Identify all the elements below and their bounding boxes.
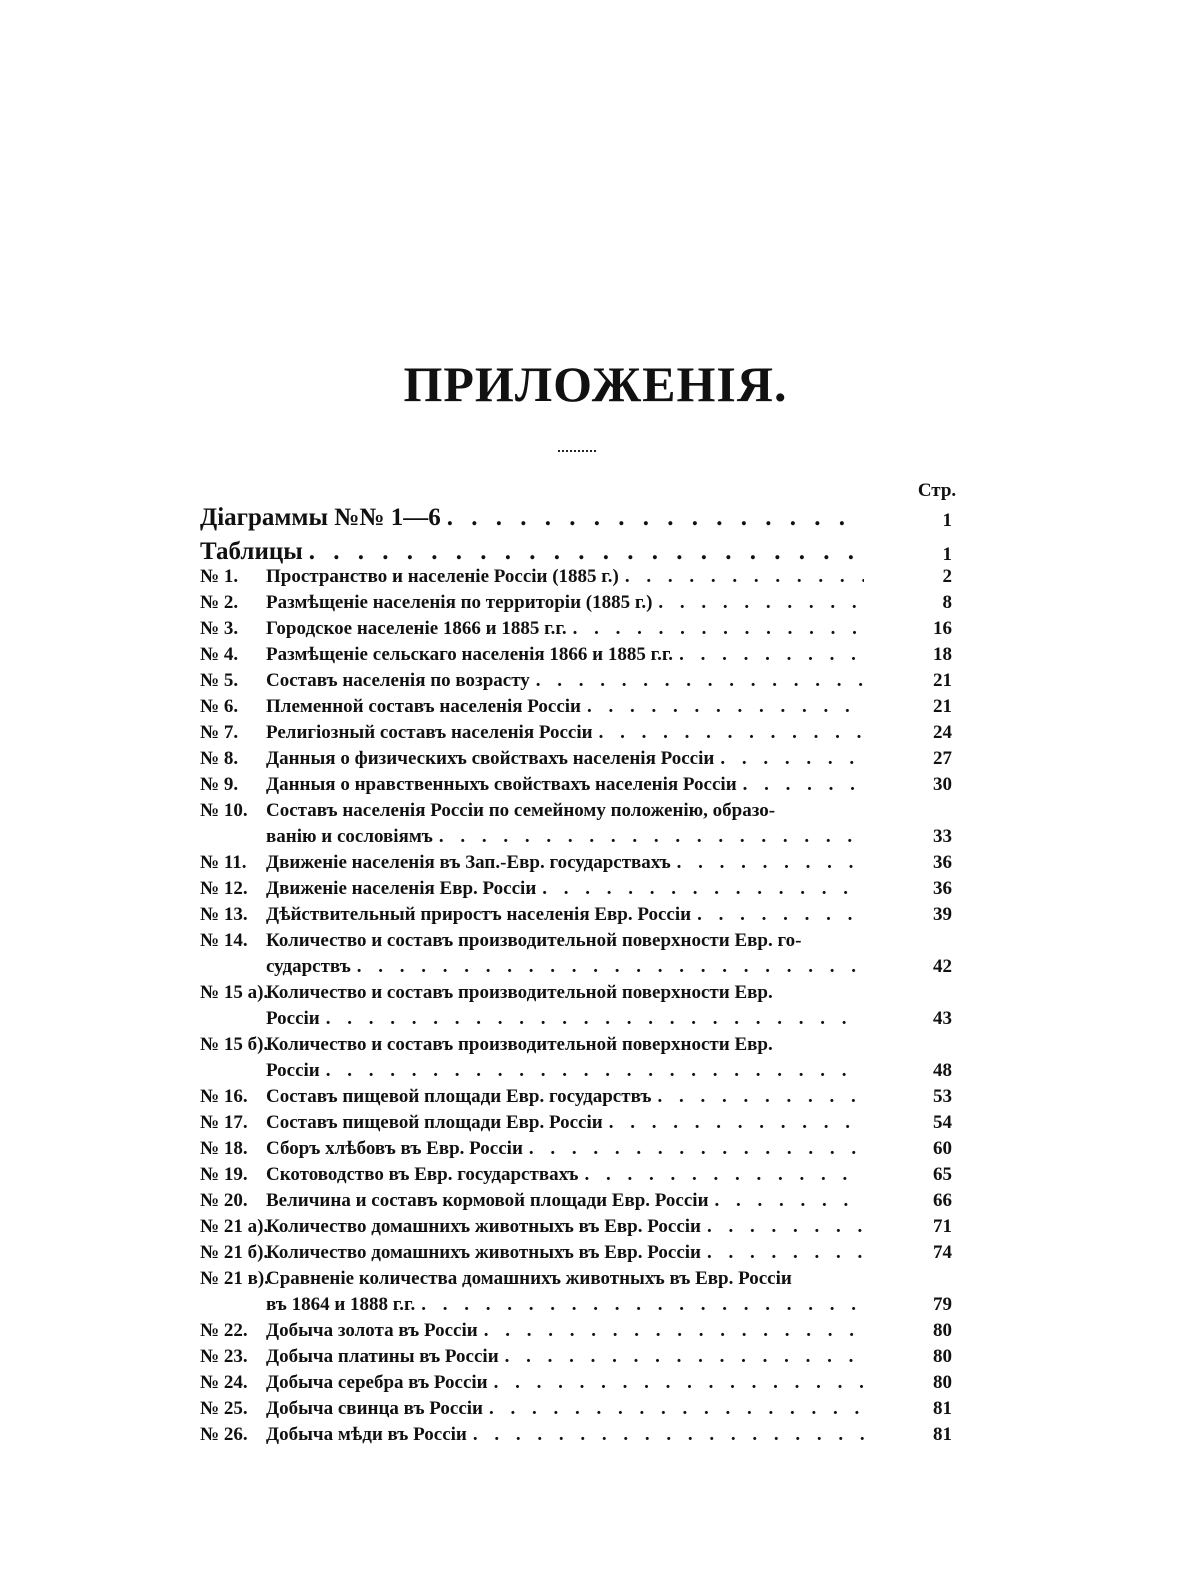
toc-page-number: 43: [933, 1008, 952, 1029]
toc-page-number: 42: [933, 956, 952, 977]
dot-leader: [697, 904, 864, 926]
toc-entry-line: [266, 956, 870, 978]
toc-entry-number: № 17.: [200, 1112, 248, 1133]
dot-leader: [657, 1086, 864, 1108]
toc-entry-title: Количество домашнихъ животныхъ въ Евр. Россіи: [266, 1242, 701, 1263]
dot-leader: [599, 722, 864, 744]
toc-entry-number: № 11.: [200, 852, 247, 873]
dot-leader: [542, 878, 864, 900]
toc-entry-number: № 22.: [200, 1320, 248, 1341]
toc-entry-title: Количество и составъ производительной поверхности Евр.: [266, 982, 773, 1003]
toc-entry-number: № 13.: [200, 904, 248, 925]
toc-entry-number: № 5.: [200, 670, 239, 691]
toc-page-number: 79: [933, 1294, 952, 1315]
toc-entry-line: [266, 826, 870, 848]
toc-entry-line: [200, 1112, 870, 1134]
toc-page-number: 24: [933, 722, 952, 743]
toc-entry-number: № 15 а).: [200, 982, 269, 1003]
toc-page-number: 74: [933, 1242, 952, 1263]
toc-page-number: 66: [933, 1190, 952, 1211]
toc-entry-title: Добыча мѣди въ Россіи: [266, 1424, 467, 1445]
toc-page-number: 71: [933, 1216, 952, 1237]
toc-page-number: 30: [933, 774, 952, 795]
toc-entry-number: № 6.: [200, 696, 239, 717]
toc-entry-line: [200, 1034, 870, 1056]
dot-leader: [489, 1398, 864, 1420]
toc-entry-title: Составъ пищевой площади Евр. Россіи: [266, 1112, 603, 1133]
toc-entry-title: Россіи: [266, 1060, 320, 1081]
toc-entry-title: Добыча серебра въ Россіи: [266, 1372, 488, 1393]
toc-entry-title: въ 1864 и 1888 г.г.: [266, 1294, 416, 1315]
toc-page-number: 60: [933, 1138, 952, 1159]
toc-page-number: 54: [933, 1112, 952, 1133]
toc-entry-title: Данныя о физическихъ свойствахъ населенія Россіи: [266, 748, 715, 769]
dot-leader: [473, 1424, 864, 1446]
toc-entry-line: [200, 1216, 870, 1238]
toc-entry-title: Размѣщеніе сельскаго населенія 1866 и 1885 г.г.: [266, 644, 674, 665]
toc-entry-title: Количество и составъ производительной поверхности Евр. го-: [266, 930, 802, 951]
toc-entry-line: [200, 504, 870, 532]
toc-entry-line: [200, 592, 870, 614]
toc-page-number: 48: [933, 1060, 952, 1081]
toc-entry-line: [200, 644, 870, 666]
toc-entry-title: Сборъ хлѣбовъ въ Евр. Россіи: [266, 1138, 523, 1159]
toc-entry-number: № 15 б).: [200, 1034, 269, 1055]
toc-page-number: 2: [942, 566, 952, 587]
dot-leader: [536, 670, 864, 692]
toc-entry-label: Таблицы: [200, 538, 303, 565]
toc-entry-line: [266, 1294, 870, 1316]
toc-entry-number: № 20.: [200, 1190, 248, 1211]
toc-entry-title: Количество домашнихъ животныхъ въ Евр. Россіи: [266, 1216, 701, 1237]
toc-entry-line: [200, 618, 870, 640]
toc-entry-line: [200, 1346, 870, 1368]
toc-entry-title: Религіозный составъ населенія Россіи: [266, 722, 593, 743]
toc-page-number: 8: [942, 592, 952, 613]
toc-entry-title: Добыча свинца въ Россіи: [266, 1398, 483, 1419]
toc-entry-line: [200, 1138, 870, 1160]
toc-entry-number: № 25.: [200, 1398, 248, 1419]
toc-entry-line: [200, 566, 870, 588]
toc-entry-title: Добыча золота въ Россіи: [266, 1320, 478, 1341]
dot-leader: [573, 618, 864, 640]
dot-leader: [309, 538, 864, 566]
toc-page-number: 18: [933, 644, 952, 665]
toc-entry-number: № 12.: [200, 878, 248, 899]
dot-leader: [494, 1372, 864, 1394]
toc-page-number: 80: [933, 1372, 952, 1393]
toc-entry-line: [200, 1164, 870, 1186]
toc-entry-line: [200, 878, 870, 900]
toc-entry-title: Добыча платины въ Россіи: [266, 1346, 499, 1367]
toc-entry-label: Діаграммы №№ 1—6: [200, 504, 441, 531]
dot-leader: [658, 592, 864, 614]
dot-leader: [584, 1164, 864, 1186]
toc-entry-number: № 24.: [200, 1372, 248, 1393]
toc-entry-line: [200, 1372, 870, 1394]
toc-entry-number: № 10.: [200, 800, 248, 821]
toc-entry-number: № 21 б).: [200, 1242, 269, 1263]
toc-entry-number: № 4.: [200, 644, 239, 665]
toc-page-number: 80: [933, 1346, 952, 1367]
dot-leader: [625, 566, 864, 588]
dot-leader: [679, 644, 864, 666]
toc-entry-number: № 1.: [200, 566, 239, 587]
dot-leader: [326, 1008, 864, 1030]
toc-entry-number: № 26.: [200, 1424, 248, 1445]
toc-entry-line: [200, 722, 870, 744]
toc-entry-title: Дѣйствительный приростъ населенія Евр. Россіи: [266, 904, 692, 925]
toc-page-number: 39: [933, 904, 952, 925]
toc-entry-line: [200, 800, 870, 822]
toc-entry-line: [200, 1242, 870, 1264]
toc-entry-number: № 19.: [200, 1164, 248, 1185]
toc-entry-title: Размѣщеніе населенія по территоріи (1885 г.): [266, 592, 653, 613]
toc-entry-number: № 3.: [200, 618, 239, 639]
toc-entry-line: [200, 538, 870, 566]
toc-entry-line: [200, 1268, 870, 1290]
toc-entry-line: [200, 982, 870, 1004]
toc-entry-title: Скотоводство въ Евр. государствахъ: [266, 1164, 579, 1185]
dot-leader: [326, 1060, 864, 1082]
toc-entry-line: [200, 1086, 870, 1108]
toc-entry-line: [200, 904, 870, 926]
toc-entry-title: Движеніе населенія Евр. Россіи: [266, 878, 537, 899]
toc-entry-title: Данныя о нравственныхъ свойствахъ населенія Россіи: [266, 774, 737, 795]
toc-entry-line: [200, 774, 870, 796]
toc-entry-title: Городское населеніе 1866 и 1885 г.г.: [266, 618, 567, 639]
toc-entry-number: № 8.: [200, 748, 239, 769]
toc-page-number: 1: [942, 544, 952, 565]
toc-entry-title: сударствъ: [266, 956, 351, 977]
toc-page-number: 80: [933, 1320, 952, 1341]
toc-page-number: 16: [933, 618, 952, 639]
toc-entry-line: [266, 1008, 870, 1030]
toc-entry-number: № 21 в).: [200, 1268, 269, 1289]
toc-page-number: 27: [933, 748, 952, 769]
toc-page-number: 81: [933, 1424, 952, 1445]
dot-leader: [720, 748, 864, 770]
toc-entry-line: [200, 1190, 870, 1212]
toc-entry-number: № 7.: [200, 722, 239, 743]
dot-leader: [484, 1320, 864, 1342]
toc-page-number: 21: [933, 696, 952, 717]
toc-entry-title: Племенной составъ населенія Россіи: [266, 696, 582, 717]
dot-leader: [609, 1112, 864, 1134]
toc-entry-line: [200, 696, 870, 718]
toc-entry-line: [200, 1320, 870, 1342]
page-column-label: Стр.: [917, 480, 957, 501]
dot-leader: [587, 696, 864, 718]
toc-entry-line: [200, 1398, 870, 1420]
dot-leader: [505, 1346, 864, 1368]
dot-leader: [447, 504, 864, 532]
toc-entry-line: [200, 670, 870, 692]
toc-entry-number: № 2.: [200, 592, 239, 613]
title-ornament: [558, 450, 596, 452]
toc-entry-title: Движеніе населенія въ Зап.-Евр. государствахъ: [266, 852, 671, 873]
toc-entry-line: [200, 930, 870, 952]
toc-page-number: 21: [933, 670, 952, 691]
toc-page-number: 65: [933, 1164, 952, 1185]
toc-page-number: 81: [933, 1398, 952, 1419]
page-title: ПРИЛОЖЕНІЯ.: [403, 356, 788, 412]
toc-entry-line: [200, 1424, 870, 1446]
toc-entry-title: Количество и составъ производительной поверхности Евр.: [266, 1034, 773, 1055]
dot-leader: [743, 774, 864, 796]
dot-leader: [439, 826, 864, 848]
dot-leader: [677, 852, 864, 874]
toc-entry-number: № 18.: [200, 1138, 248, 1159]
toc-entry-number: № 21 а).: [200, 1216, 269, 1237]
toc-entry-number: № 16.: [200, 1086, 248, 1107]
toc-entry-number: № 9.: [200, 774, 239, 795]
toc-page-number: 1: [942, 510, 952, 531]
toc-page-number: 33: [933, 826, 952, 847]
toc-entry-title: Составъ пищевой площади Евр. государствъ: [266, 1086, 652, 1107]
toc-entry-title: Составъ населенія по возрасту: [266, 670, 530, 691]
dot-leader: [421, 1294, 864, 1316]
toc-entry-line: [266, 1060, 870, 1082]
toc-entry-title: Сравненіе количества домашнихъ животныхъ въ Евр. Россіи: [266, 1268, 792, 1289]
toc-page-number: 53: [933, 1086, 952, 1107]
dot-leader: [357, 956, 864, 978]
toc-entry-title: Величина и составъ кормовой площади Евр. Россіи: [266, 1190, 709, 1211]
dot-leader: [715, 1190, 864, 1212]
toc-entry-number: № 23.: [200, 1346, 248, 1367]
toc-entry-title: Россіи: [266, 1008, 320, 1029]
toc-entry-line: [200, 852, 870, 874]
toc-page-number: 36: [933, 878, 952, 899]
dot-leader: [707, 1216, 864, 1238]
toc-entry-title: Составъ населенія Россіи по семейному положенію, образо-: [266, 800, 776, 821]
toc-entry-title: ванію и сословіямъ: [266, 826, 433, 847]
toc-entry-number: № 14.: [200, 930, 248, 951]
toc-entry-title: Пространство и населеніе Россіи (1885 г.): [266, 566, 619, 587]
dot-leader: [707, 1242, 864, 1264]
toc-entry-line: [200, 748, 870, 770]
dot-leader: [529, 1138, 864, 1160]
toc-page-number: 36: [933, 852, 952, 873]
